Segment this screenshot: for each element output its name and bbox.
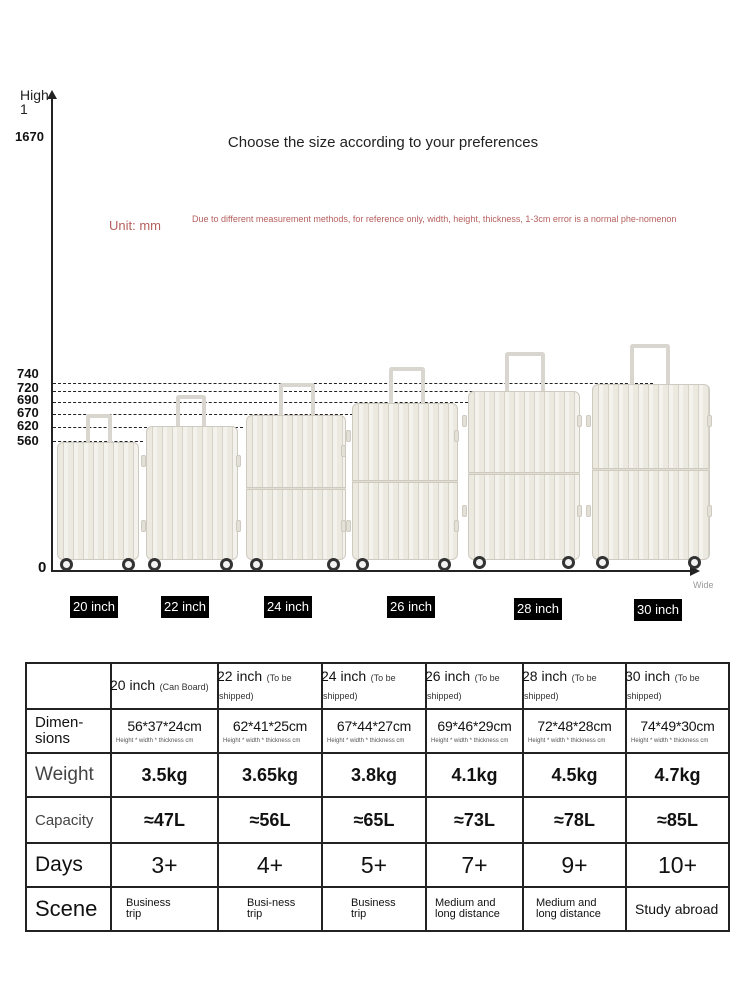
cell-days-28: 9+ xyxy=(523,843,626,887)
y-axis xyxy=(51,96,53,571)
row-label-dimensions: Dimen-sions xyxy=(26,709,111,753)
header-28: 28 inch (To be shipped) xyxy=(523,663,626,709)
cell-capacity-28: ≈78L xyxy=(523,797,626,843)
row-label-scene: Scene xyxy=(26,887,111,931)
size-label-24: 24 inch xyxy=(264,596,312,618)
row-label-days: Days xyxy=(26,843,111,887)
cell-capacity-24: ≈65L xyxy=(322,797,426,843)
y-top-value: 1670 xyxy=(15,129,44,144)
table-row-capacity xyxy=(26,797,729,843)
cell-weight-30: 4.7kg xyxy=(626,753,729,797)
cell-dim-24: 67*44*27cm Height * width * thickness cm xyxy=(322,709,426,753)
header-22: 22 inch (To be shipped) xyxy=(218,663,322,709)
cell-capacity-26: ≈73L xyxy=(426,797,523,843)
cell-dim-26: 69*46*29cm Height * width * thickness cm xyxy=(426,709,523,753)
chart-title: Choose the size according to your preferences xyxy=(227,134,539,151)
header-24: 24 inch (To be shipped) xyxy=(322,663,426,709)
cell-capacity-22: ≈56L xyxy=(218,797,322,843)
unit-label: Unit: mm xyxy=(109,218,161,233)
cell-dim-28: 72*48*28cm Height * width * thickness cm xyxy=(523,709,626,753)
cell-weight-20: 3.5kg xyxy=(111,753,218,797)
zero-label: 0 xyxy=(38,559,47,576)
cell-days-20: 3+ xyxy=(111,843,218,887)
cell-scene-26: Medium and long distance xyxy=(426,887,523,931)
size-label-22: 22 inch xyxy=(161,596,209,618)
size-label-26: 26 inch xyxy=(387,596,435,618)
table-row-dimensions xyxy=(26,709,729,753)
spec-table xyxy=(25,662,730,932)
cell-weight-24: 3.8kg xyxy=(322,753,426,797)
cell-weight-22: 3.65kg xyxy=(218,753,322,797)
dashed-line-740 xyxy=(53,383,653,384)
header-20: 20 inch (Can Board) xyxy=(111,663,218,709)
x-axis-label: Wide xyxy=(693,580,714,590)
row-label-capacity: Capacity xyxy=(26,797,111,843)
cell-days-30: 10+ xyxy=(626,843,729,887)
row-label-weight: Weight xyxy=(26,753,111,797)
cell-dim-22: 62*41*25cm Height * width * thickness cm xyxy=(218,709,322,753)
cell-scene-28: Medium and long distance xyxy=(523,887,626,931)
cell-scene-24: Business trip xyxy=(322,887,426,931)
table-header-row xyxy=(26,663,729,709)
cell-days-24: 5+ xyxy=(322,843,426,887)
x-axis xyxy=(51,570,696,572)
cell-capacity-30: ≈85L xyxy=(626,797,729,843)
tick-670: 670 xyxy=(17,405,39,420)
tick-720: 720 xyxy=(17,380,39,395)
cell-scene-22: Busi-ness trip xyxy=(218,887,322,931)
header-26: 26 inch (To be shipped) xyxy=(426,663,523,709)
table-row-days xyxy=(26,843,729,887)
header-30: 30 inch (To be shipped) xyxy=(626,663,729,709)
cell-weight-28: 4.5kg xyxy=(523,753,626,797)
size-label-28: 28 inch xyxy=(514,598,562,620)
size-label-20: 20 inch xyxy=(70,596,118,618)
cell-scene-20: Business trip xyxy=(111,887,218,931)
cell-dim-20: 56*37*24cm Height * width * thickness cm xyxy=(111,709,218,753)
table-row-weight xyxy=(26,753,729,797)
y-axis-label: High 1 xyxy=(20,87,49,117)
tick-620: 620 xyxy=(17,418,39,433)
tick-690: 690 xyxy=(17,392,39,407)
cell-dim-30: 74*49*30cm Height * width * thickness cm xyxy=(626,709,729,753)
cell-days-26: 7+ xyxy=(426,843,523,887)
tick-740: 740 xyxy=(17,366,39,381)
cell-scene-30: Study abroad xyxy=(626,887,729,931)
table-row-scene xyxy=(26,887,729,931)
size-label-30: 30 inch xyxy=(634,599,682,621)
measurement-note: Due to different measurement methods, for reference only, width, height, thickness, 1-3cm error is a normal phe-nomenon xyxy=(192,214,677,224)
tick-560: 560 xyxy=(17,433,39,448)
corner-cell xyxy=(26,663,111,709)
cell-days-22: 4+ xyxy=(218,843,322,887)
cell-weight-26: 4.1kg xyxy=(426,753,523,797)
cell-capacity-20: ≈47L xyxy=(111,797,218,843)
